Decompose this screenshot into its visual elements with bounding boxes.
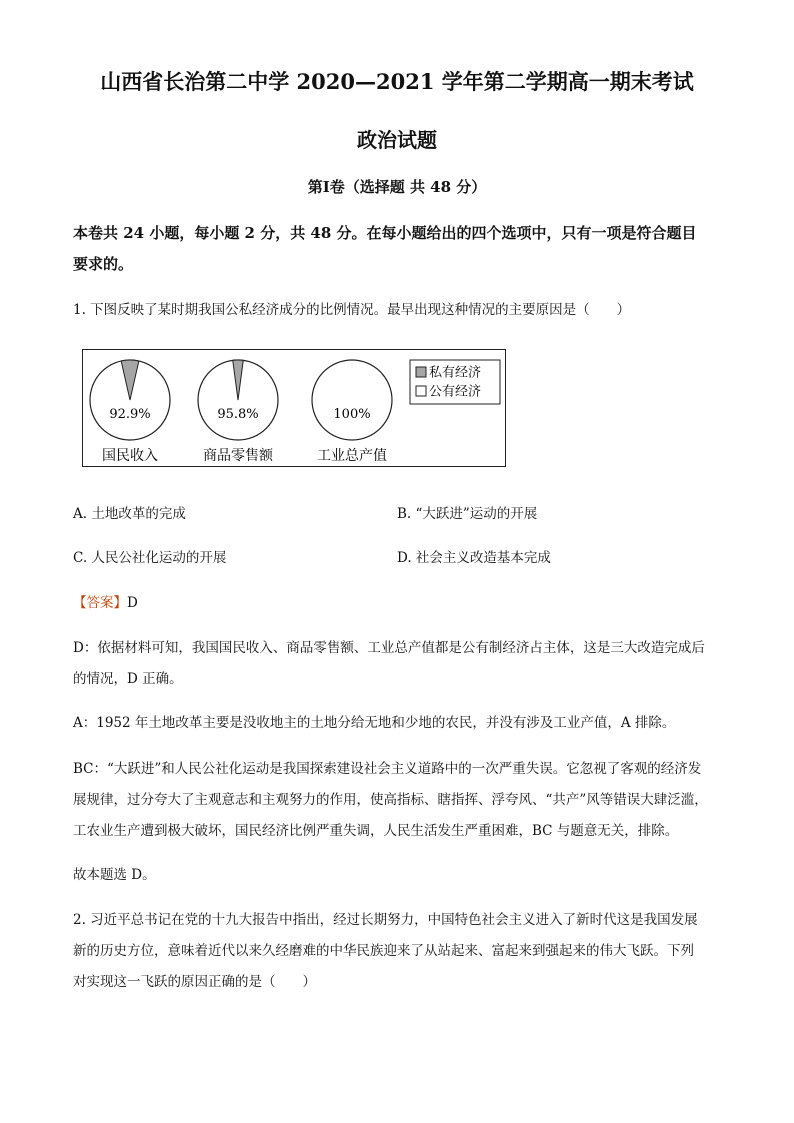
question-2-line-2: 新的历史方位，意味着近代以来久经磨难的中华民族迎来了从站起来、富起来到强起来的伟大飞跃。下列 — [73, 943, 694, 959]
question-2-line-3: 对实现这一飞跃的原因正确的是（ ） — [73, 974, 316, 990]
pie-3-category-label: 工业总产值 — [317, 448, 387, 464]
question-2-line-1: 2. 习近平总书记在党的十九大报告中指出，经过长期努力，中国特色社会主义进入了新时代这是我国发展 — [73, 912, 698, 928]
pie-1-percent-label: 92.9% — [109, 407, 151, 422]
pie-2-percent-label: 95.8% — [217, 407, 259, 422]
section-title: 第Ⅰ卷（选择题 共 48 分） — [307, 178, 487, 196]
legend — [410, 360, 500, 404]
conclusion: 故本题选 D。 — [73, 867, 156, 883]
pie-2-category-label: 商品零售额 — [203, 448, 273, 464]
legend-swatch-private — [416, 367, 426, 377]
question-1-stem: 1. 下图反映了某时期我国公私经济成分的比例情况。最早出现这种情况的主要原因是（ ） — [73, 302, 631, 318]
answer-tag: 【答案】 — [73, 595, 127, 611]
explanation-bc-line-2: 展规律，过分夸大了主观意志和主观努力的作用，使高指标、瞎指挥、浮夸风、“共产”风等错误大肆泛滥， — [73, 792, 708, 808]
pie-charts — [90, 360, 392, 464]
instructions-line-2: 要求的。 — [73, 255, 134, 273]
pie-3-percent-label: 100% — [333, 407, 371, 422]
subject-title: 政治试题 — [357, 128, 437, 152]
exam-title: 山西省长治第二中学 2020—2021 学年第二学期高一期末考试 — [100, 69, 694, 94]
explanation-bc-line-3: 工农业生产遭到极大破坏，国民经济比例严重失调，人民生活发生严重困难，BC 与题意无关，排除。 — [73, 823, 679, 839]
answer-value: D — [127, 595, 138, 611]
instructions-line-1: 本卷共 24 小题，每小题 2 分，共 48 分。在每小题给出的四个选项中，只有一项是符合题目 — [73, 224, 697, 242]
legend-swatch-public — [416, 386, 426, 396]
explanation-d-line-2: 的情况，D 正确。 — [73, 671, 183, 687]
option-d: D. 社会主义改造基本完成 — [397, 550, 551, 566]
pie-1-category-label: 国民收入 — [102, 448, 158, 464]
explanation-a: A：1952 年土地改革主要是没收地主的土地分给无地和少地的农民，并没有涉及工业产值，A 排除。 — [73, 715, 676, 731]
pie-3-public-slice — [312, 360, 392, 440]
option-b: B. “大跃进”运动的开展 — [397, 506, 538, 522]
option-a: A. 土地改革的完成 — [73, 506, 186, 522]
explanation-bc-line-1: BC：“大跃进”和人民公社化运动是我国探索建设社会主义道路中的一次严重失误。它忽视了客观的经济发 — [73, 761, 702, 777]
legend-label-private: 私有经济 — [429, 365, 482, 381]
explanation-d-line-1: D：依据材料可知，我国国民收入、商品零售额、工业总产值都是公有制经济占主体，这是三大改造完成后 — [73, 640, 705, 656]
answer-line — [73, 591, 138, 611]
legend-label-public: 公有经济 — [429, 384, 482, 400]
option-c: C. 人民公社化运动的开展 — [73, 550, 227, 566]
pie-chart-figure — [82, 349, 506, 467]
